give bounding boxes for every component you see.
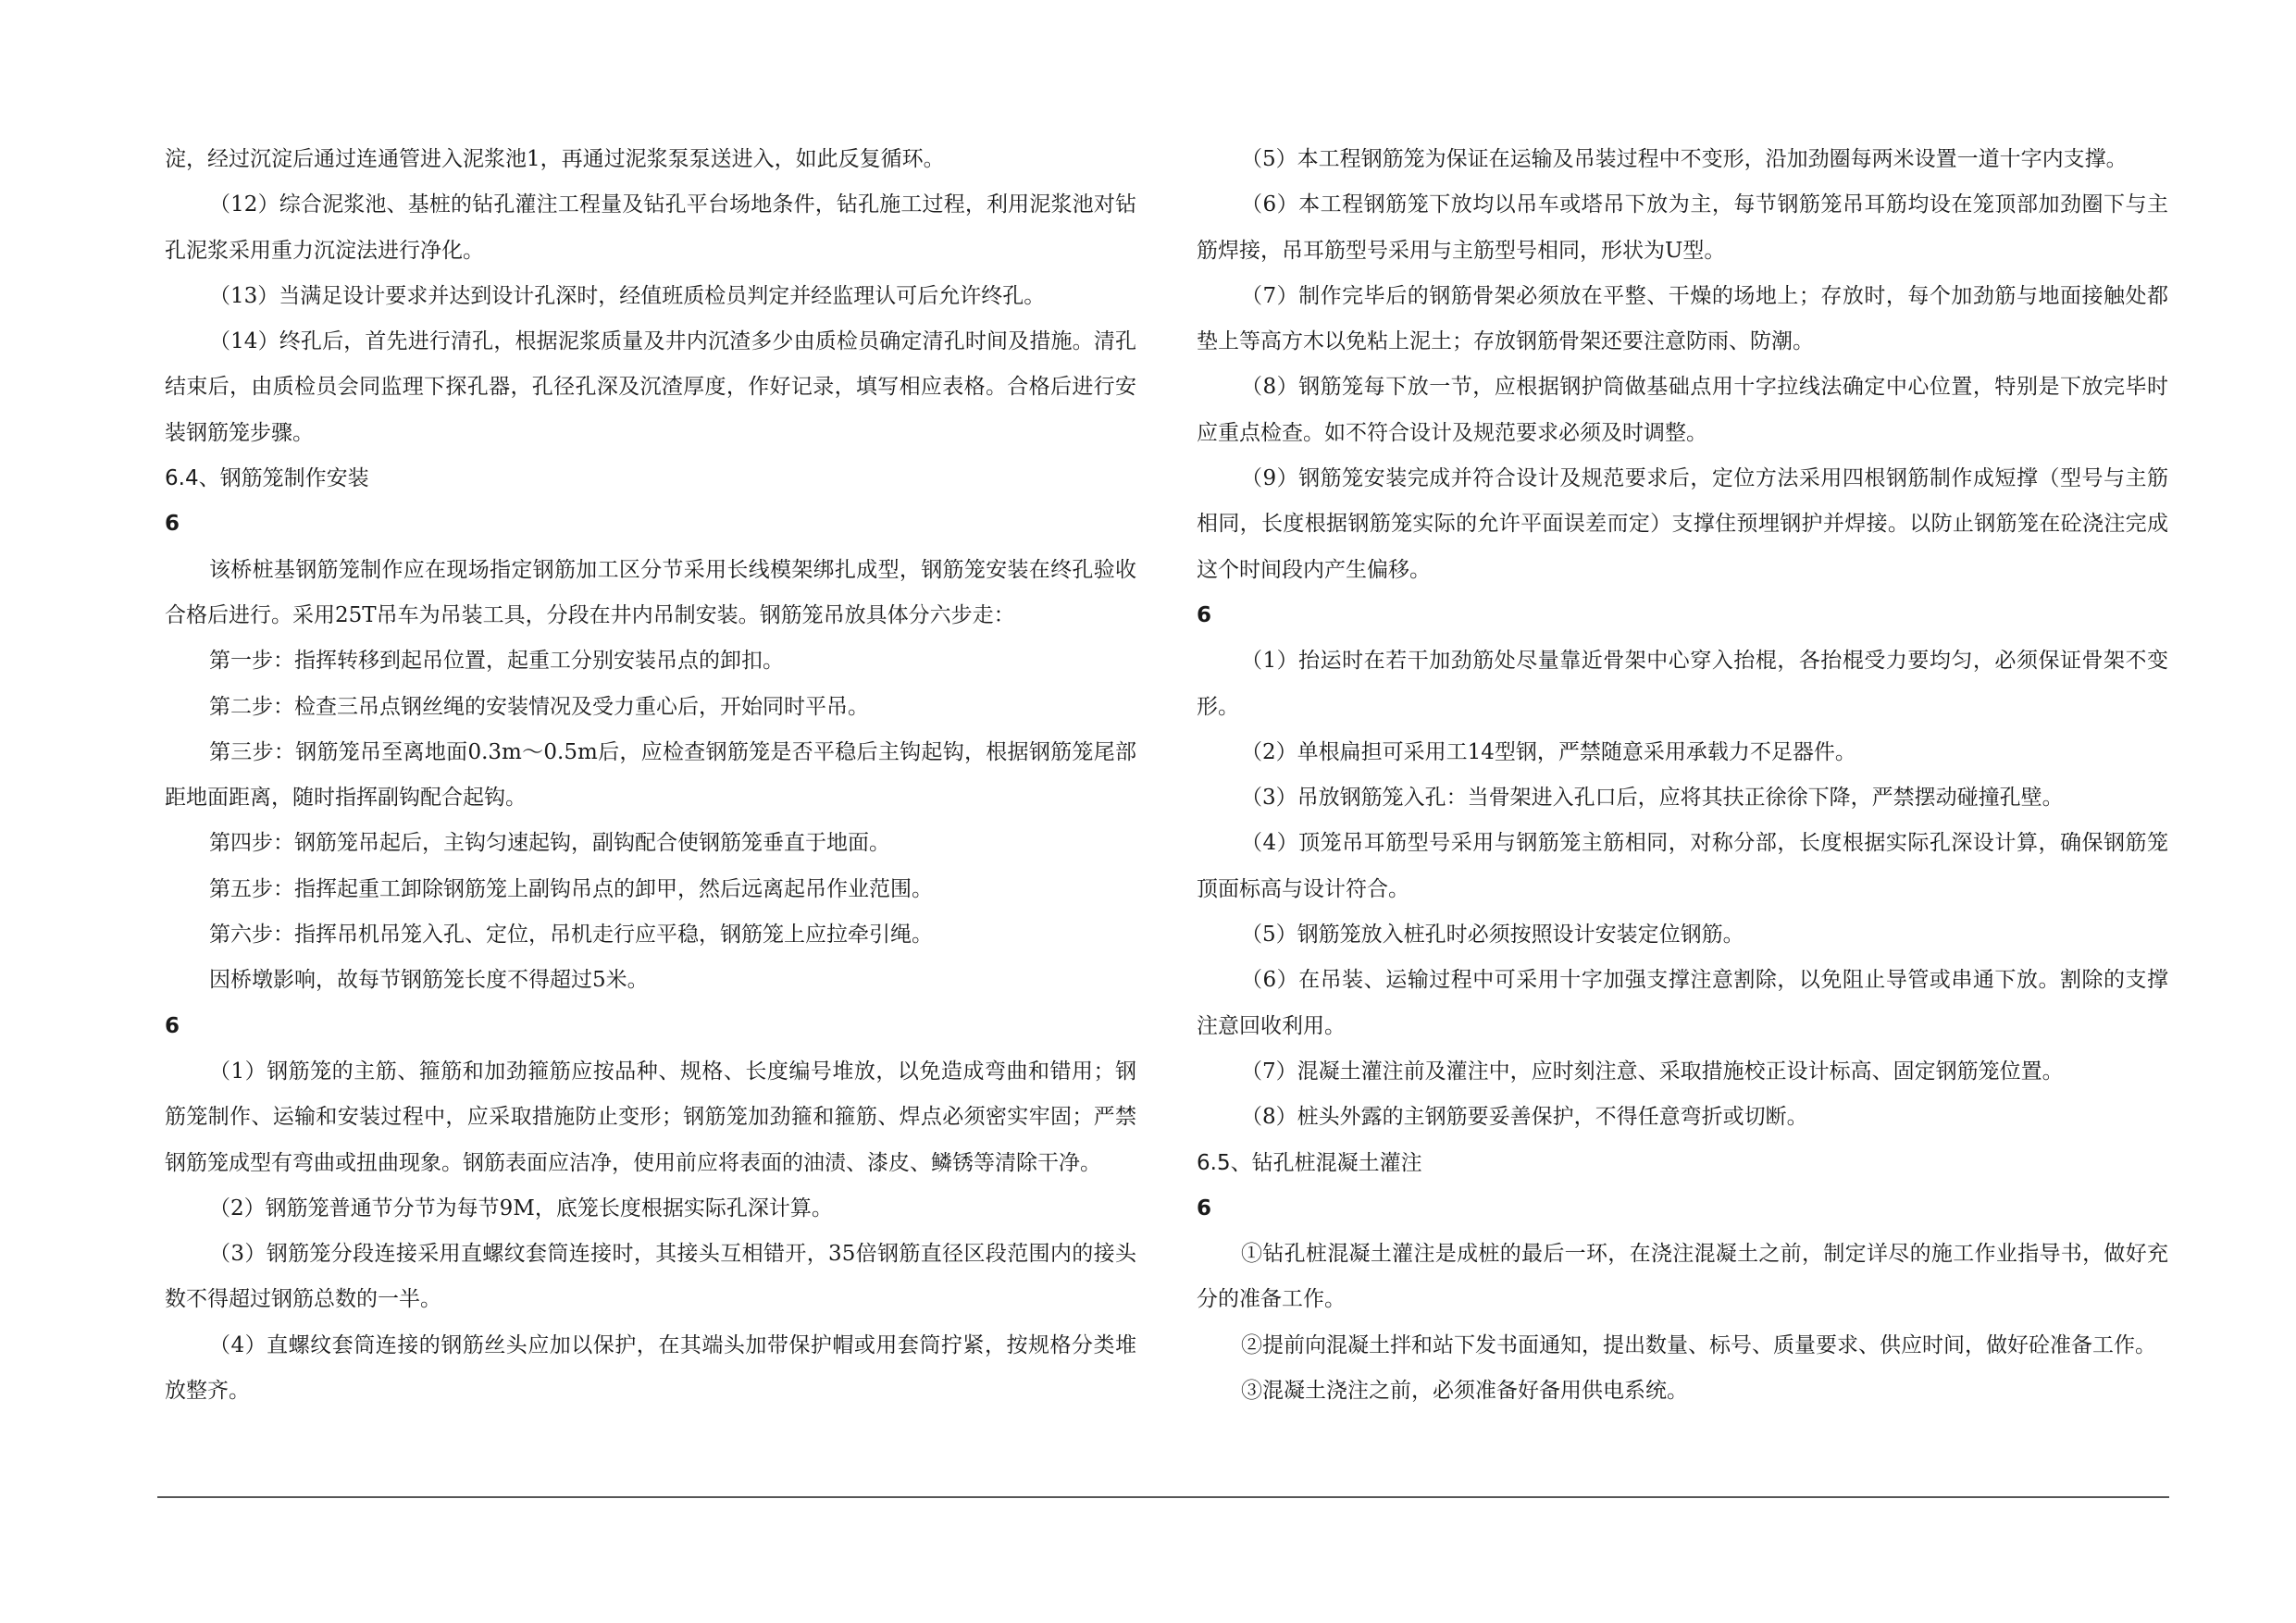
section-heading: 6.4、钢筋笼制作安装 [165,466,369,491]
paragraph: （3）吊放钢筋笼入孔：当骨架进入孔口后，应将其扶正徐徐下降，严禁摆动碰撞孔壁。 [1241,786,2064,811]
paragraph: ②提前向混凝土拌和站下发书面通知，提出数量、标号、质量要求、供应时间，做好砼准备工作。 [1241,1332,2156,1357]
paragraph: （7）制作完毕后的钢筋骨架必须放在平整、干燥的场地上；存放时，每个加劲筋与地面接触处都垫上等高方木以免粘上泥土；存放钢筋骨架还要注意防雨、防潮。 [1197,283,2168,354]
paragraph: （7）混凝土灌注前及灌注中，应时刻注意、采取措施校正设计标高、固定钢筋笼位置。 [1241,1059,2064,1084]
paragraph: 第六步：指挥吊机吊笼入孔、定位，吊机走行应平稳，钢筋笼上应拉牵引绳。 [209,923,933,948]
paragraph: （5）钢筋笼放入桩孔时必须按照设计安装定位钢筋。 [1241,923,1744,948]
left-column [165,137,1136,1414]
paragraph: 第三步：钢筋笼吊至离地面0.3m～0.5m后，应检查钢筋笼是否平稳后主钩起钩，根据钢筋笼尾部距地面距离，随时指挥副钩配合起钩。 [165,739,1136,811]
paragraph: （14）终孔后，首先进行清孔，根据泥浆质量及井内沉渣多少由质检员确定清孔时间及措施。清孔结束后，由质检员会同监理下探孔器，孔径孔深及沉渣厚度，作好记录，填写相应表格。合格后进行安装钢筋笼步骤。 [165,329,1136,445]
paragraph: 第一步：指挥转移到起吊位置，起重工分别安装吊点的卸扣。 [209,649,784,674]
paragraph: （5）本工程钢筋笼为保证在运输及吊装过程中不变形，沿加劲圈每两米设置一道十字内支撑。 [1241,147,2128,171]
paragraph: 第二步：检查三吊点钢丝绳的安装情况及受力重心后，开始同时平吊。 [209,694,869,719]
paragraph: （1）钢筋笼的主筋、箍筋和加劲箍筋应按品种、规格、长度编号堆放，以免造成弯曲和错用；钢筋笼制作、运输和安装过程中，应采取措施防止变形；钢筋笼加劲箍和箍筋、焊点必须密实牢固；严禁钢筋笼成型有弯曲或扭曲现象。钢筋表面应洁净，使用前应将表面的油渍、漆皮、鳞锈等清除干净。 [165,1059,1136,1175]
footer-divider [157,1496,2169,1498]
paragraph: （1）抬运时在若干加劲筋处尽量靠近骨架中心穿入抬棍，各抬棍受力要均匀，必须保证骨架不变形。 [1197,649,2168,719]
section-number: 6 [1197,1196,1212,1220]
section-number: 6 [165,512,180,537]
paragraph: 该桥桩基钢筋笼制作应在现场指定钢筋加工区分节采用长线模架绑扎成型，钢筋笼安装在终孔验收合格后进行。采用25T吊车为吊装工具，分段在井内吊制安装。钢筋笼吊放具体分六步走： [165,557,1136,627]
paragraph: （6）在吊装、运输过程中可采用十字加强支撑注意割除，以免阻止导管或串通下放。割除的支撑注意回收利用。 [1197,968,2168,1038]
right-column [1197,137,2168,1414]
paragraph: （6）本工程钢筋笼下放均以吊车或塔吊下放为主，每节钢筋笼吊耳筋均设在笼顶部加劲圈下与主筋焊接，吊耳筋型号采用与主筋型号相同，形状为U型。 [1197,192,2168,263]
paragraph: （8）桩头外露的主钢筋要妥善保护，不得任意弯折或切断。 [1241,1105,1808,1130]
paragraph: （8）钢筋笼每下放一节，应根据钢护筒做基础点用十字拉线法确定中心位置，特别是下放完毕时应重点检查。如不符合设计及规范要求必须及时调整。 [1197,375,2168,445]
paragraph: 第五步：指挥起重工卸除钢筋笼上副钩吊点的卸甲，然后远离起吊作业范围。 [209,876,933,901]
section-number: 6 [165,1013,180,1038]
paragraph: 第四步：钢筋笼吊起后，主钩匀速起钩，副钩配合使钢筋笼垂直于地面。 [209,831,890,856]
paragraph: （3）钢筋笼分段连接采用直螺纹套筒连接时，其接头互相错开，35倍钢筋直径区段范围内的接头数不得超过钢筋总数的一半。 [165,1242,1136,1312]
paragraph: （2）单根扁担可采用工14型钢，严禁随意采用承载力不足器件。 [1241,739,1856,764]
paragraph: （2）钢筋笼普通节分节为每节9M，底笼长度根据实际孔深计算。 [209,1196,833,1220]
paragraph: ①钻孔桩混凝土灌注是成桩的最后一环，在浇注混凝土之前，制定详尽的施工作业指导书，做好充分的准备工作。 [1197,1242,2168,1312]
paragraph: （13）当满足设计要求并达到设计孔深时，经值班质检员判定并经监理认可后允许终孔。 [209,283,1046,308]
paragraph: （9）钢筋笼安装完成并符合设计及规范要求后，定位方法采用四根钢筋制作成短撑（型号与主筋相同，长度根据钢筋笼实际的允许平面误差而定）支撑住预埋钢护并焊接。以防止钢筋笼在砼浇注完成这个时间段内产生偏移。 [1197,466,2168,582]
paragraph: （4）顶笼吊耳筋型号采用与钢筋笼主筋相同，对称分部，长度根据实际孔深设计算，确保钢筋笼顶面标高与设计符合。 [1197,831,2168,901]
paragraph: （12）综合泥浆池、基桩的钻孔灌注工程量及钻孔平台场地条件，钻孔施工过程，利用泥浆池对钻孔泥浆采用重力沉淀法进行净化。 [165,192,1136,263]
section-heading: 6.5、钻孔桩混凝土灌注 [1197,1150,1422,1175]
paragraph: 因桥墩影响，故每节钢筋笼长度不得超过5米。 [209,968,649,993]
section-number: 6 [1197,602,1212,627]
paragraph: （4）直螺纹套筒连接的钢筋丝头应加以保护，在其端头加带保护帽或用套筒拧紧，按规格分类堆放整齐。 [165,1332,1136,1404]
paragraph: 淀，经过沉淀后通过连通管进入泥浆池1，再通过泥浆泵泵送进入，如此反复循环。 [165,147,945,171]
paragraph: ③混凝土浇注之前，必须准备好备用供电系统。 [1241,1379,1688,1404]
